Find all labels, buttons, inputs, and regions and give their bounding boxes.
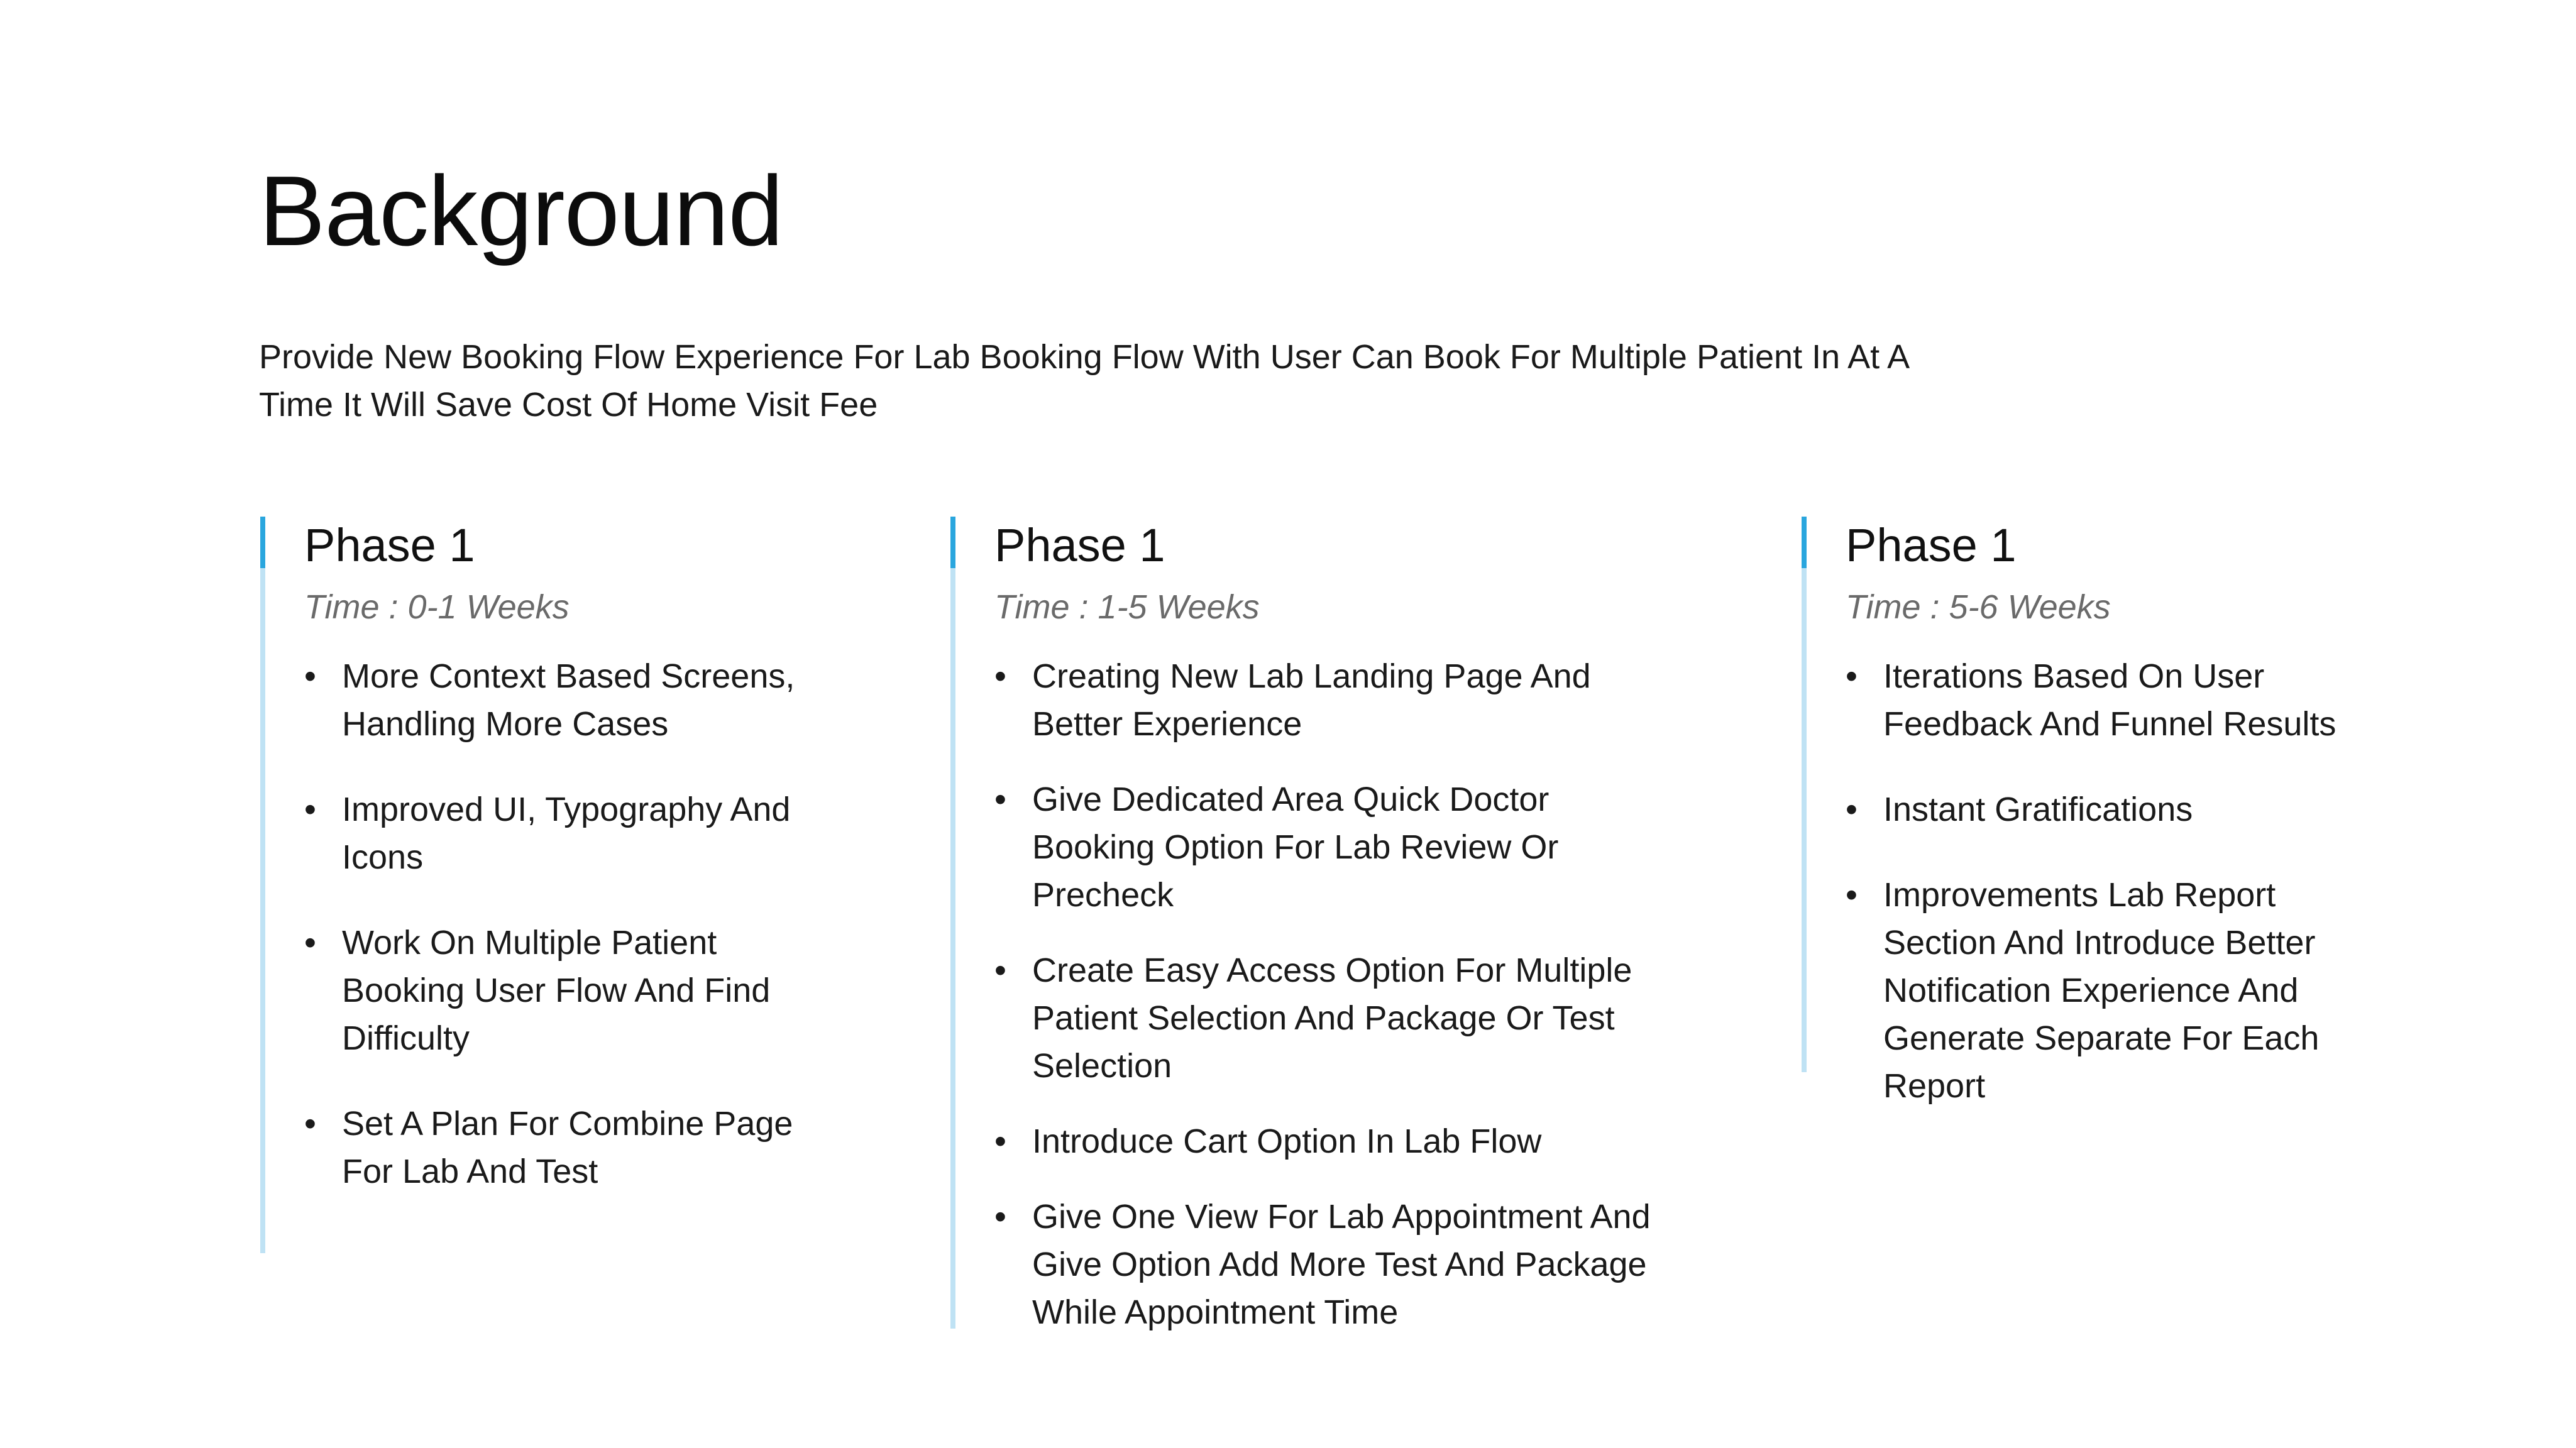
phase-item-list xyxy=(994,652,1730,1336)
bullet-icon: • xyxy=(994,1198,1006,1236)
list-item xyxy=(1846,652,2430,748)
phase-time: Time : 1-5 Weeks xyxy=(994,588,1260,626)
item-line: Patient Selection And Package Or Test xyxy=(1032,999,1615,1037)
phase-column-2 xyxy=(950,517,1730,1329)
item-line: Give One View For Lab Appointment And xyxy=(1032,1198,1651,1236)
list-item xyxy=(994,1193,1730,1336)
page-title: Background xyxy=(259,156,783,266)
bullet-icon: • xyxy=(1846,876,1858,914)
item-line: Icons xyxy=(342,838,424,876)
item-line: While Appointment Time xyxy=(1032,1293,1399,1331)
list-item xyxy=(304,786,851,881)
phase-item-list xyxy=(1846,652,2430,1110)
phase-time: Time : 0-1 Weeks xyxy=(304,588,570,626)
bullet-icon: • xyxy=(994,781,1006,818)
item-line: Better Experience xyxy=(1032,705,1302,743)
item-line: Handling More Cases xyxy=(342,705,669,743)
phase-divider-bar xyxy=(260,517,265,1253)
item-line: For Lab And Test xyxy=(342,1153,598,1190)
phase-time: Time : 5-6 Weeks xyxy=(1846,588,2111,626)
list-item xyxy=(994,776,1730,919)
item-line: Give Dedicated Area Quick Doctor xyxy=(1032,781,1549,818)
list-item xyxy=(304,919,851,1062)
item-line: Booking Option For Lab Review Or xyxy=(1032,828,1559,866)
bullet-icon: • xyxy=(994,952,1006,989)
item-line: Generate Separate For Each xyxy=(1883,1019,2320,1057)
bullet-icon: • xyxy=(1846,791,1858,828)
phase-column-1 xyxy=(260,517,851,1253)
item-line: Feedback And Funnel Results xyxy=(1883,705,2337,743)
phase-divider-accent xyxy=(260,517,265,568)
phase-title: Phase 1 xyxy=(994,519,1165,571)
intro-line: Provide New Booking Flow Experience For Lab Booking Flow With User Can Book For Multiple Patient In At A xyxy=(259,338,1910,376)
phase-divider-accent xyxy=(950,517,955,568)
bullet-icon: • xyxy=(304,791,316,828)
phase-divider-accent xyxy=(1802,517,1807,568)
bullet-icon: • xyxy=(304,924,316,962)
item-line: Section And Introduce Better xyxy=(1883,924,2316,962)
list-item xyxy=(994,1117,1730,1165)
item-line: Give Option Add More Test And Package xyxy=(1032,1246,1647,1283)
item-line: Improvements Lab Report xyxy=(1883,876,2276,914)
item-line: Precheck xyxy=(1032,876,1174,914)
bullet-icon: • xyxy=(994,657,1006,695)
intro-line: Time It Will Save Cost Of Home Visit Fee xyxy=(259,386,878,424)
list-item xyxy=(994,652,1730,748)
item-line: Iterations Based On User xyxy=(1883,657,2265,695)
item-line: Improved UI, Typography And xyxy=(342,791,791,828)
phase-divider-bar xyxy=(950,517,955,1329)
item-line: Booking User Flow And Find xyxy=(342,972,771,1009)
list-item xyxy=(1846,871,2430,1110)
list-item xyxy=(994,946,1730,1090)
item-line: Difficulty xyxy=(342,1019,470,1057)
item-line: Report xyxy=(1883,1067,1986,1105)
item-line: Selection xyxy=(1032,1047,1172,1085)
list-item xyxy=(1846,786,2430,833)
bullet-icon: • xyxy=(1846,657,1858,695)
bullet-icon: • xyxy=(994,1122,1006,1160)
item-line: Introduce Cart Option In Lab Flow xyxy=(1032,1122,1542,1160)
phase-column-3 xyxy=(1802,517,2430,1105)
item-line: Creating New Lab Landing Page And xyxy=(1032,657,1591,695)
item-line: Create Easy Access Option For Multiple xyxy=(1032,952,1632,989)
item-line: More Context Based Screens, xyxy=(342,657,795,695)
bullet-icon: • xyxy=(304,657,316,695)
phase-title: Phase 1 xyxy=(1846,519,2017,571)
intro-text xyxy=(259,333,2019,429)
bullet-icon: • xyxy=(304,1105,316,1143)
item-line: Notification Experience And xyxy=(1883,972,2299,1009)
phase-title: Phase 1 xyxy=(304,519,475,571)
phase-divider-bar xyxy=(1802,517,1807,1072)
item-line: Work On Multiple Patient xyxy=(342,924,717,962)
item-line: Instant Gratifications xyxy=(1883,791,2193,828)
list-item xyxy=(304,652,851,748)
list-item xyxy=(304,1100,851,1195)
phase-item-list xyxy=(304,652,851,1195)
item-line: Set A Plan For Combine Page xyxy=(342,1105,793,1143)
